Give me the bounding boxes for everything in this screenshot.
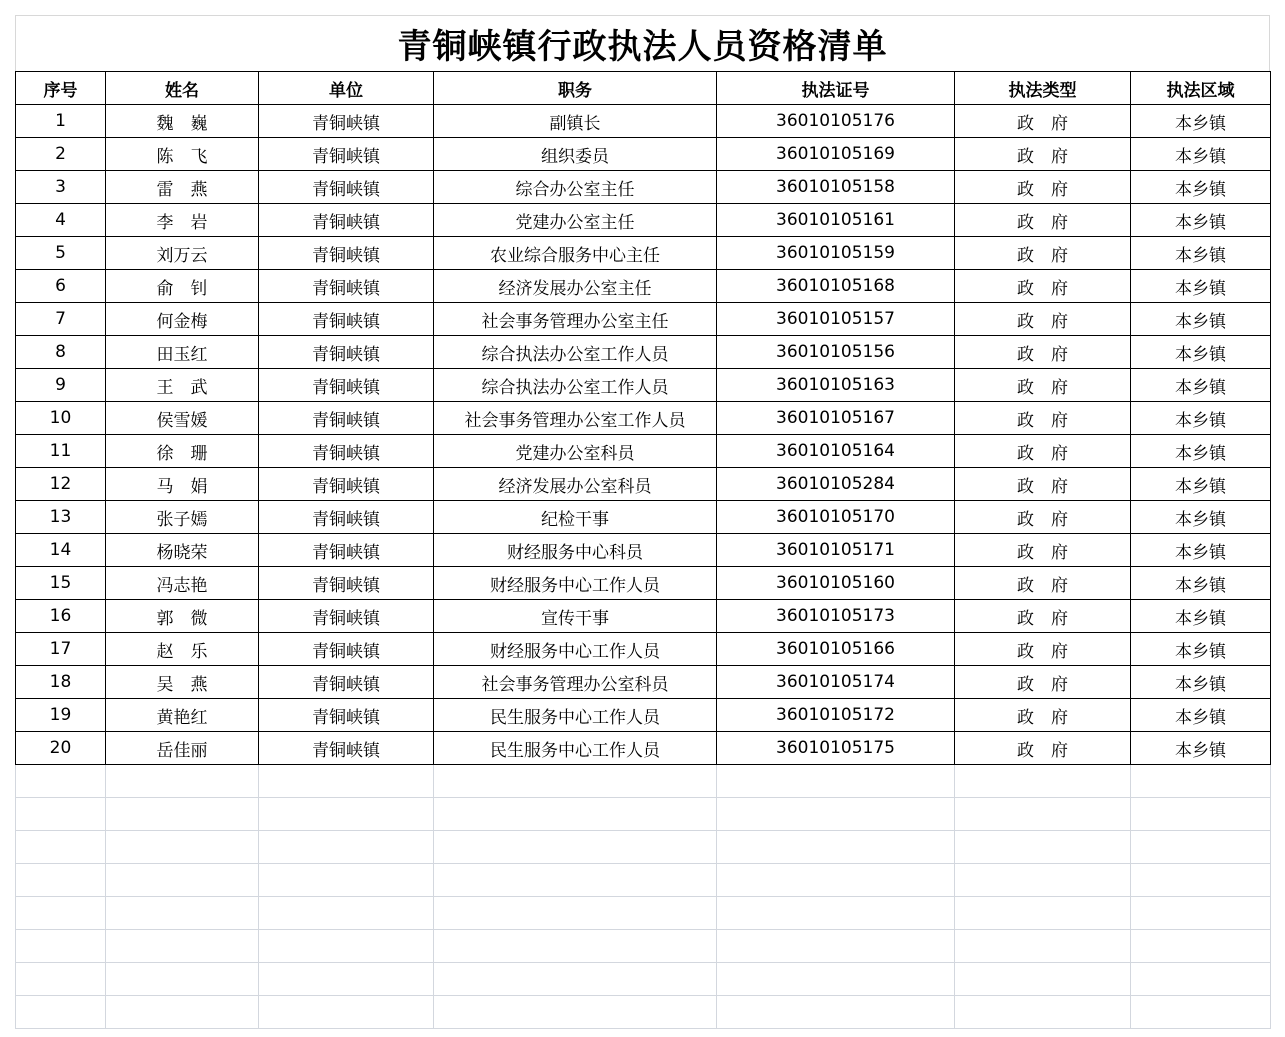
cell-enforcement-area[interactable]: 本乡镇 bbox=[1131, 171, 1271, 204]
cell-index[interactable]: 6 bbox=[16, 270, 106, 303]
cell-index[interactable]: 11 bbox=[16, 435, 106, 468]
cell-index[interactable]: 18 bbox=[16, 666, 106, 699]
cell-cert-number[interactable]: 36010105160 bbox=[717, 567, 955, 600]
cell-position[interactable]: 经济发展办公室科员 bbox=[434, 468, 717, 501]
header-position[interactable]: 职务 bbox=[434, 72, 717, 105]
table-row bbox=[16, 402, 1271, 435]
empty-cell[interactable] bbox=[259, 864, 434, 897]
empty-cell[interactable] bbox=[1131, 864, 1271, 897]
header-name[interactable]: 姓名 bbox=[106, 72, 259, 105]
cell-enforcement-type[interactable]: 政 府 bbox=[955, 534, 1131, 567]
cell-cert-number[interactable]: 36010105284 bbox=[717, 468, 955, 501]
cell-name[interactable]: 俞 钊 bbox=[106, 270, 259, 303]
cell-cert-number[interactable]: 36010105171 bbox=[717, 534, 955, 567]
title-cell[interactable] bbox=[15, 15, 1270, 71]
cell-position[interactable]: 组织委员 bbox=[434, 138, 717, 171]
table-row bbox=[16, 534, 1271, 567]
cell-unit[interactable]: 青铜峡镇 bbox=[259, 369, 434, 402]
cell-enforcement-type[interactable]: 政 府 bbox=[955, 105, 1131, 138]
cell-enforcement-area[interactable]: 本乡镇 bbox=[1131, 138, 1271, 171]
cell-index[interactable]: 19 bbox=[16, 699, 106, 732]
cell-index[interactable]: 20 bbox=[16, 732, 106, 765]
cell-name[interactable]: 侯雪媛 bbox=[106, 402, 259, 435]
empty-cell[interactable] bbox=[434, 765, 717, 798]
empty-cell[interactable] bbox=[106, 897, 259, 930]
empty-cell[interactable] bbox=[16, 996, 106, 1029]
empty-row bbox=[16, 996, 1271, 1029]
empty-cell[interactable] bbox=[955, 765, 1131, 798]
cell-name[interactable]: 冯志艳 bbox=[106, 567, 259, 600]
cell-enforcement-area[interactable]: 本乡镇 bbox=[1131, 501, 1271, 534]
cell-enforcement-area[interactable]: 本乡镇 bbox=[1131, 204, 1271, 237]
cell-unit[interactable]: 青铜峡镇 bbox=[259, 138, 434, 171]
cell-unit[interactable]: 青铜峡镇 bbox=[259, 402, 434, 435]
cell-unit[interactable]: 青铜峡镇 bbox=[259, 468, 434, 501]
table-row bbox=[16, 138, 1271, 171]
empty-cell[interactable] bbox=[955, 864, 1131, 897]
empty-cell[interactable] bbox=[434, 831, 717, 864]
cell-unit[interactable]: 青铜峡镇 bbox=[259, 567, 434, 600]
cell-unit[interactable]: 青铜峡镇 bbox=[259, 633, 434, 666]
empty-cell[interactable] bbox=[434, 996, 717, 1029]
cell-name[interactable]: 田玉红 bbox=[106, 336, 259, 369]
empty-cell[interactable] bbox=[717, 996, 955, 1029]
cell-unit[interactable]: 青铜峡镇 bbox=[259, 237, 434, 270]
cell-index[interactable]: 2 bbox=[16, 138, 106, 171]
cell-cert-number[interactable]: 36010105159 bbox=[717, 237, 955, 270]
cell-cert-number[interactable]: 36010105166 bbox=[717, 633, 955, 666]
cell-unit[interactable]: 青铜峡镇 bbox=[259, 204, 434, 237]
empty-row bbox=[16, 831, 1271, 864]
cell-enforcement-area[interactable]: 本乡镇 bbox=[1131, 105, 1271, 138]
empty-cell[interactable] bbox=[16, 798, 106, 831]
cell-enforcement-area[interactable]: 本乡镇 bbox=[1131, 534, 1271, 567]
empty-cell[interactable] bbox=[1131, 831, 1271, 864]
empty-cell[interactable] bbox=[434, 897, 717, 930]
cell-enforcement-area[interactable]: 本乡镇 bbox=[1131, 237, 1271, 270]
header-index[interactable]: 序号 bbox=[16, 72, 106, 105]
cell-unit[interactable]: 青铜峡镇 bbox=[259, 600, 434, 633]
cell-enforcement-area[interactable]: 本乡镇 bbox=[1131, 336, 1271, 369]
cell-enforcement-type[interactable]: 政 府 bbox=[955, 732, 1131, 765]
cell-position[interactable]: 经济发展办公室主任 bbox=[434, 270, 717, 303]
cell-unit[interactable]: 青铜峡镇 bbox=[259, 336, 434, 369]
personnel-table bbox=[15, 71, 1271, 1029]
cell-name[interactable]: 徐 珊 bbox=[106, 435, 259, 468]
cell-position[interactable]: 党建办公室主任 bbox=[434, 204, 717, 237]
cell-position[interactable]: 社会事务管理办公室科员 bbox=[434, 666, 717, 699]
table-row bbox=[16, 633, 1271, 666]
empty-cell[interactable] bbox=[16, 897, 106, 930]
empty-cell[interactable] bbox=[259, 963, 434, 996]
cell-index[interactable]: 10 bbox=[16, 402, 106, 435]
cell-position[interactable]: 民生服务中心工作人员 bbox=[434, 732, 717, 765]
empty-cell[interactable] bbox=[259, 930, 434, 963]
cell-position[interactable]: 纪检干事 bbox=[434, 501, 717, 534]
empty-cell[interactable] bbox=[16, 831, 106, 864]
cell-enforcement-type[interactable]: 政 府 bbox=[955, 567, 1131, 600]
cell-position[interactable]: 财经服务中心科员 bbox=[434, 534, 717, 567]
cell-cert-number[interactable]: 36010105170 bbox=[717, 501, 955, 534]
table-body bbox=[16, 105, 1271, 765]
cell-cert-number[interactable]: 36010105161 bbox=[717, 204, 955, 237]
cell-enforcement-type[interactable]: 政 府 bbox=[955, 600, 1131, 633]
empty-cell[interactable] bbox=[259, 996, 434, 1029]
cell-position[interactable]: 社会事务管理办公室工作人员 bbox=[434, 402, 717, 435]
empty-cell[interactable] bbox=[259, 765, 434, 798]
empty-cell[interactable] bbox=[717, 864, 955, 897]
cell-name[interactable]: 雷 燕 bbox=[106, 171, 259, 204]
empty-cell[interactable] bbox=[16, 930, 106, 963]
cell-unit[interactable]: 青铜峡镇 bbox=[259, 270, 434, 303]
table-row bbox=[16, 435, 1271, 468]
cell-name[interactable]: 张子嫣 bbox=[106, 501, 259, 534]
cell-cert-number[interactable]: 36010105158 bbox=[717, 171, 955, 204]
cell-enforcement-type[interactable]: 政 府 bbox=[955, 402, 1131, 435]
cell-name[interactable]: 赵 乐 bbox=[106, 633, 259, 666]
cell-enforcement-area[interactable]: 本乡镇 bbox=[1131, 600, 1271, 633]
table-row bbox=[16, 468, 1271, 501]
cell-index[interactable]: 8 bbox=[16, 336, 106, 369]
empty-cell[interactable] bbox=[259, 798, 434, 831]
cell-enforcement-area[interactable]: 本乡镇 bbox=[1131, 468, 1271, 501]
table-row bbox=[16, 666, 1271, 699]
empty-rows bbox=[16, 765, 1271, 1029]
cell-enforcement-type[interactable]: 政 府 bbox=[955, 666, 1131, 699]
cell-cert-number[interactable]: 36010105176 bbox=[717, 105, 955, 138]
cell-position[interactable]: 财经服务中心工作人员 bbox=[434, 633, 717, 666]
empty-row bbox=[16, 798, 1271, 831]
cell-enforcement-area[interactable]: 本乡镇 bbox=[1131, 666, 1271, 699]
cell-enforcement-type[interactable]: 政 府 bbox=[955, 699, 1131, 732]
empty-cell[interactable] bbox=[1131, 897, 1271, 930]
cell-name[interactable]: 陈 飞 bbox=[106, 138, 259, 171]
empty-cell[interactable] bbox=[955, 798, 1131, 831]
cell-unit[interactable]: 青铜峡镇 bbox=[259, 699, 434, 732]
table-row bbox=[16, 105, 1271, 138]
spreadsheet bbox=[15, 15, 1270, 1029]
empty-cell[interactable] bbox=[106, 963, 259, 996]
cell-position[interactable]: 宣传干事 bbox=[434, 600, 717, 633]
cell-cert-number[interactable]: 36010105169 bbox=[717, 138, 955, 171]
cell-name[interactable]: 吴 燕 bbox=[106, 666, 259, 699]
cell-position[interactable]: 综合执法办公室工作人员 bbox=[434, 336, 717, 369]
empty-cell[interactable] bbox=[1131, 798, 1271, 831]
cell-unit[interactable]: 青铜峡镇 bbox=[259, 435, 434, 468]
cell-name[interactable]: 何金梅 bbox=[106, 303, 259, 336]
empty-cell[interactable] bbox=[259, 897, 434, 930]
cell-cert-number[interactable]: 36010105163 bbox=[717, 369, 955, 402]
table-row bbox=[16, 237, 1271, 270]
cell-position[interactable]: 农业综合服务中心主任 bbox=[434, 237, 717, 270]
empty-row bbox=[16, 963, 1271, 996]
empty-cell[interactable] bbox=[16, 864, 106, 897]
cell-index[interactable]: 5 bbox=[16, 237, 106, 270]
cell-enforcement-area[interactable]: 本乡镇 bbox=[1131, 435, 1271, 468]
cell-index[interactable]: 12 bbox=[16, 468, 106, 501]
empty-cell[interactable] bbox=[717, 831, 955, 864]
cell-index[interactable]: 17 bbox=[16, 633, 106, 666]
cell-enforcement-type[interactable]: 政 府 bbox=[955, 138, 1131, 171]
cell-cert-number[interactable]: 36010105172 bbox=[717, 699, 955, 732]
empty-row bbox=[16, 864, 1271, 897]
empty-cell[interactable] bbox=[955, 831, 1131, 864]
cell-index[interactable]: 15 bbox=[16, 567, 106, 600]
empty-cell[interactable] bbox=[955, 996, 1131, 1029]
cell-name[interactable]: 魏 巍 bbox=[106, 105, 259, 138]
empty-cell[interactable] bbox=[1131, 963, 1271, 996]
cell-cert-number[interactable]: 36010105168 bbox=[717, 270, 955, 303]
cell-enforcement-area[interactable]: 本乡镇 bbox=[1131, 369, 1271, 402]
header-enforcement-type[interactable]: 执法类型 bbox=[955, 72, 1131, 105]
empty-cell[interactable] bbox=[259, 831, 434, 864]
cell-index[interactable]: 7 bbox=[16, 303, 106, 336]
cell-enforcement-type[interactable]: 政 府 bbox=[955, 468, 1131, 501]
table-row bbox=[16, 303, 1271, 336]
cell-index[interactable]: 1 bbox=[16, 105, 106, 138]
cell-enforcement-area[interactable]: 本乡镇 bbox=[1131, 567, 1271, 600]
empty-cell[interactable] bbox=[955, 897, 1131, 930]
empty-row bbox=[16, 765, 1271, 798]
cell-enforcement-area[interactable]: 本乡镇 bbox=[1131, 402, 1271, 435]
cell-cert-number[interactable]: 36010105175 bbox=[717, 732, 955, 765]
cell-enforcement-type[interactable]: 政 府 bbox=[955, 501, 1131, 534]
cell-enforcement-type[interactable]: 政 府 bbox=[955, 369, 1131, 402]
header-enforcement-area[interactable]: 执法区域 bbox=[1131, 72, 1271, 105]
header-cert-number[interactable]: 执法证号 bbox=[717, 72, 955, 105]
empty-cell[interactable] bbox=[434, 864, 717, 897]
cell-index[interactable]: 16 bbox=[16, 600, 106, 633]
table-row bbox=[16, 501, 1271, 534]
cell-unit[interactable]: 青铜峡镇 bbox=[259, 303, 434, 336]
cell-enforcement-area[interactable]: 本乡镇 bbox=[1131, 270, 1271, 303]
empty-cell[interactable] bbox=[717, 897, 955, 930]
cell-unit[interactable]: 青铜峡镇 bbox=[259, 171, 434, 204]
cell-position[interactable]: 社会事务管理办公室主任 bbox=[434, 303, 717, 336]
cell-name[interactable]: 岳佳丽 bbox=[106, 732, 259, 765]
cell-enforcement-type[interactable]: 政 府 bbox=[955, 336, 1131, 369]
cell-cert-number[interactable]: 36010105173 bbox=[717, 600, 955, 633]
page-title: 青铜峡镇行政执法人员资格清单 bbox=[397, 27, 888, 67]
cell-unit[interactable]: 青铜峡镇 bbox=[259, 732, 434, 765]
cell-position[interactable]: 党建办公室科员 bbox=[434, 435, 717, 468]
empty-row bbox=[16, 930, 1271, 963]
empty-cell[interactable] bbox=[717, 765, 955, 798]
empty-cell[interactable] bbox=[434, 930, 717, 963]
cell-index[interactable]: 9 bbox=[16, 369, 106, 402]
cell-name[interactable]: 杨晓荣 bbox=[106, 534, 259, 567]
cell-enforcement-area[interactable]: 本乡镇 bbox=[1131, 303, 1271, 336]
cell-unit[interactable]: 青铜峡镇 bbox=[259, 666, 434, 699]
cell-enforcement-type[interactable]: 政 府 bbox=[955, 303, 1131, 336]
empty-cell[interactable] bbox=[1131, 996, 1271, 1029]
cell-name[interactable]: 黄艳红 bbox=[106, 699, 259, 732]
empty-cell[interactable] bbox=[106, 831, 259, 864]
cell-position[interactable]: 财经服务中心工作人员 bbox=[434, 567, 717, 600]
table-row bbox=[16, 732, 1271, 765]
cell-unit[interactable]: 青铜峡镇 bbox=[259, 534, 434, 567]
table-row bbox=[16, 600, 1271, 633]
empty-cell[interactable] bbox=[717, 930, 955, 963]
cell-index[interactable]: 14 bbox=[16, 534, 106, 567]
cell-enforcement-type[interactable]: 政 府 bbox=[955, 204, 1131, 237]
cell-position[interactable]: 综合执法办公室工作人员 bbox=[434, 369, 717, 402]
cell-name[interactable]: 李 岩 bbox=[106, 204, 259, 237]
empty-cell[interactable] bbox=[16, 765, 106, 798]
table-row bbox=[16, 699, 1271, 732]
empty-cell[interactable] bbox=[106, 864, 259, 897]
empty-cell[interactable] bbox=[1131, 930, 1271, 963]
cell-enforcement-area[interactable]: 本乡镇 bbox=[1131, 699, 1271, 732]
empty-cell[interactable] bbox=[955, 963, 1131, 996]
table-row bbox=[16, 567, 1271, 600]
cell-index[interactable]: 3 bbox=[16, 171, 106, 204]
empty-cell[interactable] bbox=[1131, 765, 1271, 798]
cell-index[interactable]: 4 bbox=[16, 204, 106, 237]
cell-unit[interactable]: 青铜峡镇 bbox=[259, 105, 434, 138]
cell-cert-number[interactable]: 36010105157 bbox=[717, 303, 955, 336]
cell-cert-number[interactable]: 36010105164 bbox=[717, 435, 955, 468]
cell-name[interactable]: 马 娟 bbox=[106, 468, 259, 501]
empty-cell[interactable] bbox=[434, 798, 717, 831]
empty-cell[interactable] bbox=[717, 963, 955, 996]
cell-enforcement-type[interactable]: 政 府 bbox=[955, 633, 1131, 666]
cell-enforcement-type[interactable]: 政 府 bbox=[955, 171, 1131, 204]
empty-cell[interactable] bbox=[106, 996, 259, 1029]
empty-row bbox=[16, 897, 1271, 930]
cell-enforcement-type[interactable]: 政 府 bbox=[955, 435, 1131, 468]
header-row bbox=[16, 72, 1271, 105]
cell-position[interactable]: 民生服务中心工作人员 bbox=[434, 699, 717, 732]
table-row bbox=[16, 171, 1271, 204]
cell-enforcement-type[interactable]: 政 府 bbox=[955, 237, 1131, 270]
empty-cell[interactable] bbox=[106, 765, 259, 798]
cell-position[interactable]: 综合办公室主任 bbox=[434, 171, 717, 204]
cell-index[interactable]: 13 bbox=[16, 501, 106, 534]
cell-enforcement-area[interactable]: 本乡镇 bbox=[1131, 633, 1271, 666]
cell-name[interactable]: 郭 微 bbox=[106, 600, 259, 633]
cell-name[interactable]: 王 武 bbox=[106, 369, 259, 402]
cell-name[interactable]: 刘万云 bbox=[106, 237, 259, 270]
cell-enforcement-area[interactable]: 本乡镇 bbox=[1131, 732, 1271, 765]
header-unit[interactable]: 单位 bbox=[259, 72, 434, 105]
empty-cell[interactable] bbox=[106, 798, 259, 831]
empty-cell[interactable] bbox=[434, 963, 717, 996]
cell-cert-number[interactable]: 36010105156 bbox=[717, 336, 955, 369]
empty-cell[interactable] bbox=[955, 930, 1131, 963]
table-row bbox=[16, 336, 1271, 369]
cell-cert-number[interactable]: 36010105174 bbox=[717, 666, 955, 699]
empty-cell[interactable] bbox=[717, 798, 955, 831]
empty-cell[interactable] bbox=[16, 963, 106, 996]
cell-cert-number[interactable]: 36010105167 bbox=[717, 402, 955, 435]
table-row bbox=[16, 270, 1271, 303]
cell-enforcement-type[interactable]: 政 府 bbox=[955, 270, 1131, 303]
cell-unit[interactable]: 青铜峡镇 bbox=[259, 501, 434, 534]
empty-cell[interactable] bbox=[106, 930, 259, 963]
cell-position[interactable]: 副镇长 bbox=[434, 105, 717, 138]
table-row bbox=[16, 369, 1271, 402]
table-row bbox=[16, 204, 1271, 237]
